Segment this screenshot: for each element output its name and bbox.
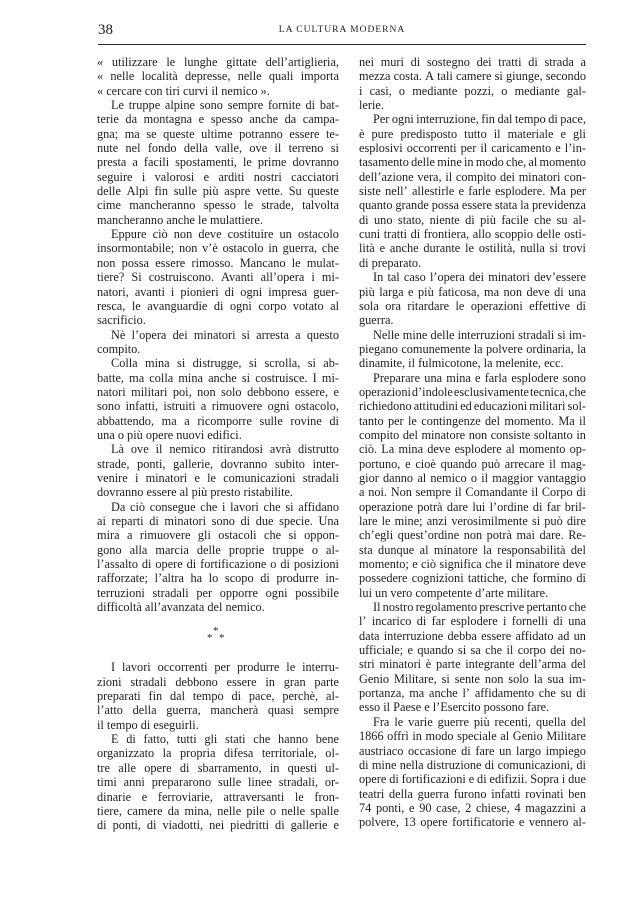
- text-line: di uno stato, niente di più facile che su al-: [359, 212, 586, 227]
- text-line: esso il Paese e l’Esercito possono fare.: [359, 700, 550, 715]
- text-line: operazione potrà dare lui l’ordine di far bril-: [359, 499, 586, 514]
- text-line: quanto grande possa essere stata la previdenza: [359, 198, 586, 213]
- text-line: guerra.: [359, 313, 394, 328]
- text-line: terie da montagna e spesso anche da campa-: [97, 112, 339, 127]
- text-line: possedere cognizioni tattiche, che formino di: [359, 571, 586, 586]
- text-line: a noi. Non sempre il Comandante il Corpo di: [359, 485, 586, 500]
- text-line: di ponti, di viadotti, nei piedritti di gallerie e: [97, 818, 339, 833]
- text-line: operazioni d’indole esclusivamente tecnica, che: [359, 384, 586, 399]
- text-line: delle Alpi fin sulle più aspre vette. Su queste: [97, 184, 339, 199]
- text-line: abbattendo, ma a ricomporre sulle rovine di: [97, 413, 339, 428]
- text-line: venire i minatori e le comunicazioni stradali: [97, 470, 339, 485]
- text-line: « cercare con tiri curvi il nemico ».: [97, 83, 270, 98]
- text-line: mancheranno anche le mulattiere.: [97, 212, 263, 227]
- right-text-block: [359, 55, 586, 830]
- text-line: tiere? Si costruiscono. Avanti all’opera i mi-: [97, 270, 339, 285]
- running-title: LA CULTURA MODERNA: [278, 25, 406, 35]
- text-line: organizzato la propria difesa territoriale, ol-: [97, 746, 339, 761]
- text-line: tanto per le contingenze del momento. Ma il: [359, 413, 586, 428]
- text-line: Le truppe alpine sono sempre fornite di bat-: [111, 98, 339, 113]
- text-line: l’ incarico di far esplodere i fornelli di una: [359, 614, 586, 629]
- text-line: di mine nella distruzione di comunicazioni, di: [359, 757, 586, 772]
- text-line: natori, avanti i pionieri di ogni impresa guer-: [97, 284, 339, 299]
- text-line: 1866 offrì in modo speciale al Genio Militare: [359, 729, 586, 744]
- text-line: seguire i valorosi e arditi nostri cacciatori: [97, 169, 339, 184]
- text-line: insormontabile; non v’è ostacolo in guerra, che: [97, 241, 339, 256]
- section-separator-asterism: * * *: [207, 625, 225, 645]
- text-line: I lavori occorrenti per produrre le interru-: [111, 660, 339, 675]
- text-line: natori militari poi, non solo debbono essere, e: [97, 384, 339, 399]
- text-line: mezza costa. A tali camere si giunge, secondo: [359, 69, 586, 84]
- text-line: Preparare una mina e farla esplodere sono: [373, 370, 586, 385]
- text-line: strade, ponti, gallerie, dovranno subito inter-: [97, 456, 339, 471]
- text-line: Da ciò consegue che i lavori che si affidano: [111, 499, 339, 514]
- text-line: E di fatto, tutti gli stati che hanno bene: [111, 732, 339, 747]
- text-line: zioni stradali debbono essere in gran parte: [97, 674, 339, 689]
- text-line: Colla mina si distrugge, si scrolla, si ab-: [111, 356, 339, 371]
- text-line: sacrificio.: [97, 313, 146, 328]
- text-line: Il nostro regolamento prescrive pertanto che: [373, 600, 586, 615]
- text-line: siste nell’ allestirle e farle esplodere. Ma per: [359, 184, 586, 199]
- text-line: tre alle opere di sbarramento, in questi ul-: [97, 760, 339, 775]
- text-line: cuni tratti di frontiera, allo scoppio delle osti-: [359, 227, 586, 242]
- text-line: gior danno al nemico o il maggior vantaggio: [359, 470, 586, 485]
- text-line: lerie.: [359, 98, 384, 113]
- text-line: nute nel fondo della valle, ove il terreno si: [97, 141, 339, 156]
- text-line: dinarie e ferroviarie, attraversanti le fron-: [97, 789, 339, 804]
- text-line: l’atto della guerra, mancherà quasi sempre: [97, 703, 339, 718]
- text-line: gna; ma se queste ultime potranno essere te-: [97, 126, 339, 141]
- text-line: Per ogni interruzione, fin dal tempo di pace,: [373, 112, 586, 127]
- text-line: lità e anche durante le ostilità, nulla si trovi: [359, 241, 586, 256]
- right-column: [359, 55, 586, 830]
- text-line: sono infatti, istruiti a rimuovere ogni ostacolo,: [97, 399, 339, 414]
- text-line: dell’azione vera, il compito dei minatori con-: [359, 169, 586, 184]
- text-line: stri minatori è parte integrante dell’arma del: [359, 657, 586, 672]
- text-line: rafforzate; l’altra ha lo scopo di produrre in-: [97, 571, 339, 586]
- text-line: data interruzione debba essere affidato ad un: [359, 628, 586, 643]
- text-line: resca, le avanguardie di ogni corpo votato al: [97, 298, 339, 313]
- text-line: non possa essere rimosso. Mancano le mulat-: [97, 255, 339, 270]
- text-line: ai reparti di minatori sono di due specie. Una: [97, 514, 339, 528]
- text-line: compito.: [97, 341, 141, 356]
- text-line: dinamite, il fulmicotone, la melenite, ecc.: [359, 356, 564, 371]
- text-line: preparati fin dal tempo di pace, perchè, al-: [97, 689, 339, 704]
- text-line: il tempo di eseguirli.: [97, 717, 199, 732]
- text-line: tasamento delle mine in modo che, al momento: [359, 155, 586, 170]
- text-line: lui un vero competente d’arte militare.: [359, 585, 549, 600]
- text-line: « utilizzare le lunghe gittate dell’artiglieria,: [97, 55, 339, 69]
- text-line: portuno, e cioè quando può arrecare il mag-: [359, 456, 586, 471]
- text-line: portanza, ma anche l’ affidamento che su di: [359, 686, 586, 701]
- text-line: momento; e ciò significa che il minatore deve: [359, 557, 586, 572]
- text-line: i casi, o mediante pozzi, o mediante gal-: [359, 83, 586, 98]
- text-line: terruzioni stradali per opporre ogni possibile: [97, 585, 339, 600]
- text-line: presta a facili spostamenti, le prime dovranno: [97, 155, 339, 170]
- text-line: Genio Militare, si sente non solo la sua im-: [359, 671, 586, 686]
- text-line: Nè l’opera dei minatori si arresta a questo: [111, 327, 339, 342]
- text-line: mira a rimuovere gli ostacoli che si oppon-: [97, 528, 339, 543]
- left-column: [97, 55, 339, 833]
- text-line: richiedono attitudini ed educazioni militari sol-: [359, 399, 586, 414]
- text-line: cime mancheranno spesso le strade, talvolta: [97, 198, 339, 213]
- left-text-block-1: [97, 55, 339, 614]
- text-line: timi anni prepararono sulle linee stradali, or-: [97, 775, 339, 790]
- text-line: difficoltà all’avanzata del nemico.: [97, 600, 265, 615]
- text-line: Fra le varie guerre più recenti, quella del: [373, 714, 586, 729]
- text-line: dovranno essere al più presto ristabilite.: [97, 485, 294, 500]
- text-line: sola ora ritardare le operazioni effettive di: [359, 298, 586, 313]
- text-line: più larga e più faticosa, ma non deve di una: [359, 284, 586, 299]
- page-number: 38: [98, 22, 113, 38]
- text-line: l’assalto di opere di fortificazione o di posizioni: [97, 557, 339, 572]
- text-line: Là ove il nemico ritirandosi avrà distrutto: [111, 442, 339, 457]
- text-line: teatri della guerra furono infatti rovinati ben: [359, 786, 586, 801]
- text-line: 74 ponti, e 90 case, 2 chiese, 4 magazzini a: [359, 800, 586, 815]
- text-line: polvere, 13 opere fortificatorie e vennero al-: [359, 815, 586, 830]
- text-line: austriaco occasione di fare un largo impiego: [359, 743, 586, 758]
- text-line: piegano comunemente la polvere ordinaria, la: [359, 341, 586, 356]
- text-line: è pure predisposto tutto il materiale e gli: [359, 126, 586, 141]
- text-line: tiere, camere da mina, nelle pile o nelle spalle: [97, 803, 339, 818]
- text-line: opere di fortificazioni e di edifizii. Sopra i due: [359, 772, 586, 787]
- text-line: batte, ma colla mina anche si costruisce. I mi-: [97, 370, 339, 385]
- text-line: lare le mine; anzi verosimilmente si può dire: [359, 514, 586, 528]
- text-line: Eppure ciò non deve costituire un ostacolo: [111, 227, 339, 242]
- text-line: gono alla marcia delle proprie truppe o al-: [97, 542, 339, 557]
- text-line: nei muri di sostegno dei tratti di strada a: [359, 55, 586, 69]
- text-line: ufficiale; e quando si sa che il corpo dei no-: [359, 643, 586, 658]
- header-rule: [98, 44, 586, 45]
- text-line: ciò. La mina deve esplodere al momento op-: [359, 442, 586, 457]
- text-line: ch’egli quest’ordine non potrà mai dare. Re-: [359, 528, 586, 543]
- text-line: « nelle località depresse, nelle quali importa: [97, 69, 339, 84]
- text-line: In tal caso l’opera dei minatori dev’essere: [373, 270, 586, 285]
- text-line: sta dunque al minatore la responsabilità del: [359, 542, 586, 557]
- page-header: [98, 22, 586, 42]
- text-line: una o più opere nuovi edifici.: [97, 427, 242, 442]
- left-text-block-2: [97, 660, 339, 832]
- text-line: compito del minatore non consiste soltanto in: [359, 427, 586, 442]
- text-line: di preparato.: [359, 255, 422, 270]
- text-line: Nelle mine delle interruzioni stradali si im-: [373, 327, 586, 342]
- text-line: esplosivi occorrenti per il caricamento e l’in-: [359, 141, 586, 156]
